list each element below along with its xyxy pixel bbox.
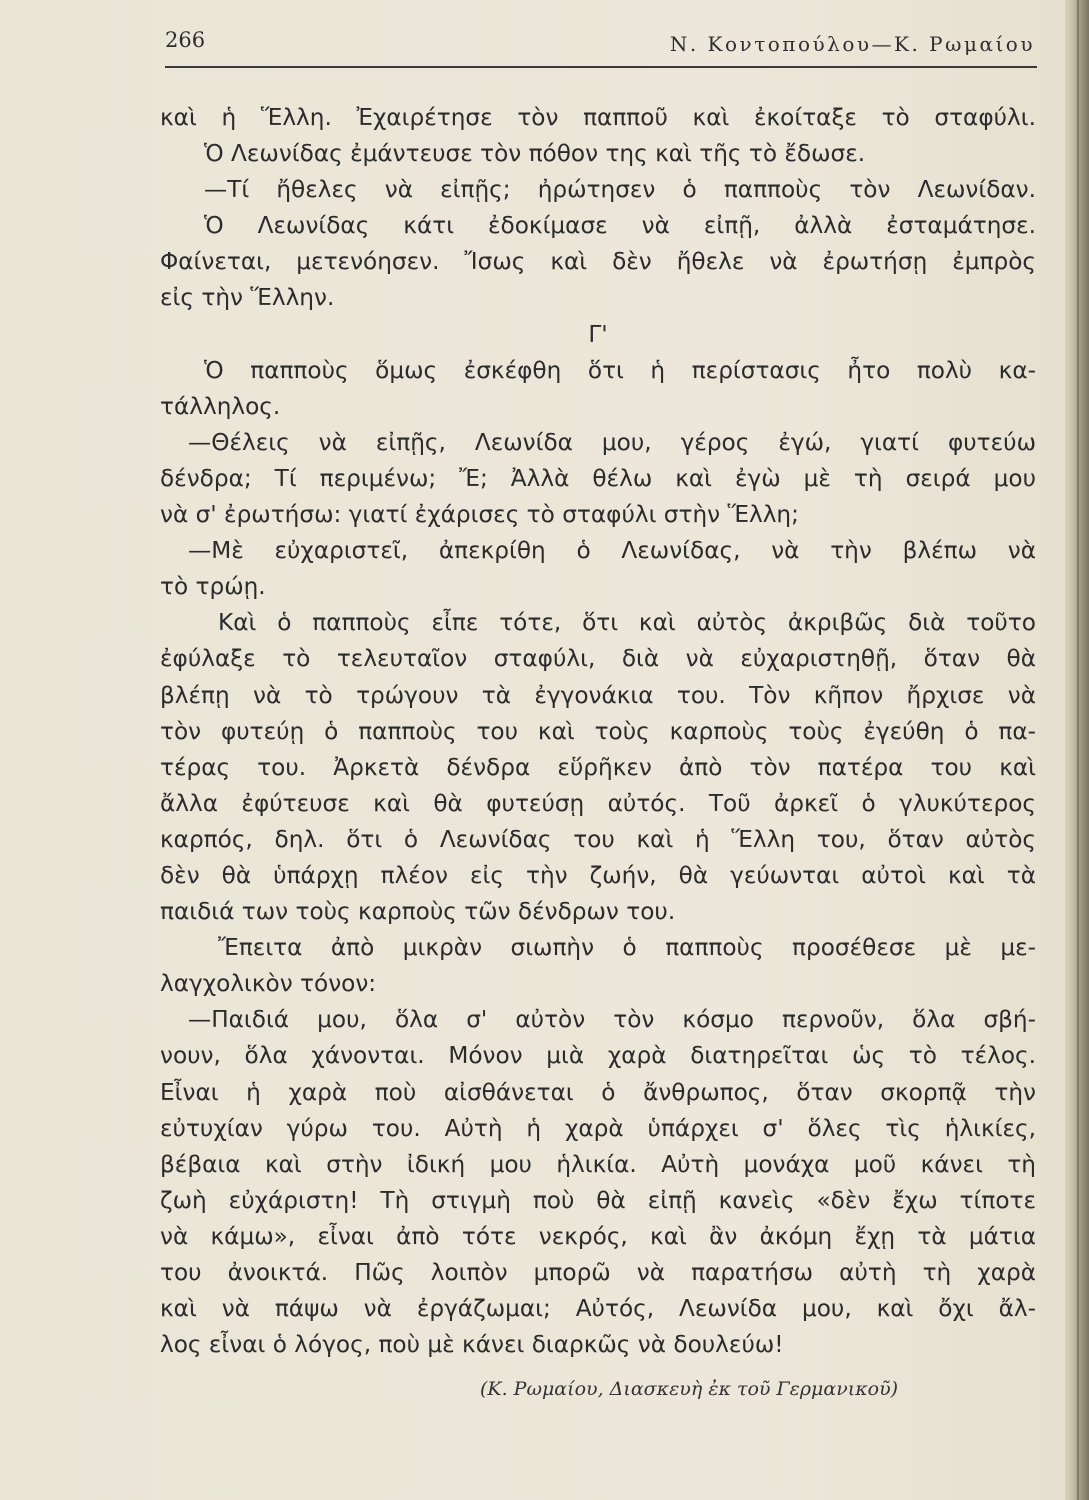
- text-line: Εἶναι ἡ χαρὰ ποὺ αἰσθάνεται ὁ ἄνθρωπος, ὅταν σκορπᾷ τὴν: [160, 1078, 1036, 1106]
- text-line: Ὁ Λεωνίδας ἐμάντευσε τὸν πόθον της καὶ τῆς τὸ ἔδωσε.: [204, 140, 866, 168]
- text-line: καὶ ἡ Ἕλλη. Ἐχαιρέτησε τὸν παπποῦ καὶ ἐκοίταξε τὸ σταφύλι.: [160, 104, 1036, 131]
- text-line: εἰς τὴν Ἕλλην.: [160, 284, 335, 312]
- text-line: ἐφύλαξε τὸ τελευταῖον σταφύλι, διὰ νὰ εὐχαριστηθῇ, ὅταν θὰ: [160, 645, 1036, 673]
- text-line: τέρας του. Ἀρκετὰ δένδρα εὕρῆκεν ἀπὸ τὸν πατέρα του καὶ: [160, 753, 1036, 781]
- text-line: δένδρα; Τί περιμένω; Ἔ; Ἀλλὰ θέλω καὶ ἐγὼ μὲ τὴ σειρά μου: [160, 464, 1036, 492]
- text-line: —Παιδιά μου, ὅλα σ' αὐτὸν τὸν κόσμο περνοῦν, ὅλα σβή-: [188, 1006, 1036, 1034]
- text-line: ζωὴ εὐχάριστη! Τὴ στιγμὴ ποὺ θὰ εἰπῇ κανεὶς «δὲν ἔχω τίποτε: [160, 1186, 1036, 1214]
- text-line: τάλληλος.: [160, 392, 281, 420]
- text-line: ἄλλα ἐφύτευσε καὶ θὰ φυτεύσῃ αὐτός. Τοῦ ἀρκεῖ ὁ γλυκύτερος: [160, 789, 1036, 817]
- text-line: —Θέλεις νὰ εἰπῇς, Λεωνίδα μου, γέρος ἐγώ, γιατί φυτεύω: [188, 428, 1036, 456]
- page-header: [165, 28, 1035, 62]
- text-line: νὰ κάμω», εἶναι ἀπὸ τότε νεκρός, καὶ ἂν ἀκόμη ἔχῃ τὰ μάτια: [160, 1222, 1036, 1250]
- text-line: —Μὲ εὐχαριστεῖ, ἀπεκρίθη ὁ Λεωνίδας, νὰ τὴν βλέπω νὰ: [188, 537, 1036, 565]
- text-line: λαγχολικὸν τόνον:: [160, 970, 377, 998]
- text-line: Ὁ παπποὺς ὅμως ἐσκέφθη ὅτι ἡ περίστασις ἦτο πολὺ κα-: [204, 356, 1036, 384]
- text-line: βέβαια καὶ στὴν ἰδική μου ἡλικία. Αὐτὴ μονάχα μοῦ κάνει τὴ: [160, 1150, 1036, 1178]
- text-line: εὐτυχίαν γύρω του. Αὐτὴ ἡ χαρὰ ὑπάρχει σ' ὅλες τὶς ἡλικίες,: [160, 1114, 1036, 1142]
- text-line: Καὶ ὁ παπποὺς εἶπε τότε, ὅτι καὶ αὐτὸς ἀκριβῶς διὰ τοῦτο: [218, 609, 1036, 637]
- text-line: νουν, ὅλα χάνονται. Μόνον μιὰ χαρὰ διατηρεῖται ὡς τὸ τέλος.: [160, 1042, 1036, 1070]
- source-attribution: (Κ. Ρωμαίου, Διασκευὴ ἐκ τοῦ Γερμανικοῦ): [480, 1378, 899, 1400]
- running-head: Ν. Κοντοπούλου—Κ. Ρωμαίου: [669, 32, 1035, 56]
- text-line: παιδιά των τοὺς καρποὺς τῶν δένδρων του.: [160, 898, 676, 926]
- text-line: δὲν θὰ ὑπάρχῃ πλέον εἰς τὴν ζωήν, θὰ γεύωνται αὐτοὶ καὶ τὰ: [160, 861, 1036, 889]
- text-line: νὰ σ' ἐρωτήσω: γιατί ἐχάρισες τὸ σταφύλι στὴν Ἕλλη;: [160, 501, 799, 529]
- text-line: Ἔπειτα ἀπὸ μικρὰν σιωπὴν ὁ παπποὺς προσέθεσε μὲ με-: [218, 934, 1036, 962]
- text-line: —Τί ἤθελες νὰ εἰπῇς; ἠρώτησεν ὁ παπποὺς τὸν Λεωνίδαν.: [204, 176, 1036, 204]
- text-line: τὸ τρώῃ.: [160, 573, 266, 601]
- binding-shadow: [1077, 0, 1079, 1500]
- text-line: βλέπῃ νὰ τὸ τρώγουν τὰ ἐγγονάκια του. Τὸν κῆπον ἤρχισε νὰ: [160, 681, 1036, 709]
- header-rule: [165, 66, 1037, 68]
- body-text: [160, 100, 1036, 1363]
- text-line: του ἀνοικτά. Πῶς λοιπὸν μπορῶ νὰ παρατήσω αὐτὴ τὴ χαρὰ: [160, 1259, 1036, 1286]
- text-line: λος εἶναι ὁ λόγος, ποὺ μὲ κάνει διαρκῶς νὰ δουλεύω!: [160, 1331, 784, 1359]
- text-line: καὶ νὰ πάψω νὰ ἐργάζωμαι; Αὐτός, Λεωνίδα μου, καὶ ὄχι ἄλ-: [160, 1295, 1036, 1323]
- page-number: 266: [165, 28, 206, 52]
- text-line: Φαίνεται, μετενόησεν. Ἴσως καὶ δὲν ἤθελε νὰ ἐρωτήσῃ ἐμπρὸς: [160, 248, 1036, 276]
- text-line: Ὁ Λεωνίδας κάτι ἐδοκίμασε νὰ εἰπῇ, ἀλλὰ ἐσταμάτησε.: [204, 212, 1036, 240]
- text-line: καρπός, δηλ. ὅτι ὁ Λεωνίδας του καὶ ἡ Ἕλλη του, ὅταν αὐτὸς: [160, 825, 1036, 853]
- section-heading: Γ': [588, 320, 608, 348]
- text-line: τὸν φυτεύῃ ὁ παπποὺς του καὶ τοὺς καρποὺς τοὺς ἐγεύθη ὁ πα-: [160, 717, 1036, 745]
